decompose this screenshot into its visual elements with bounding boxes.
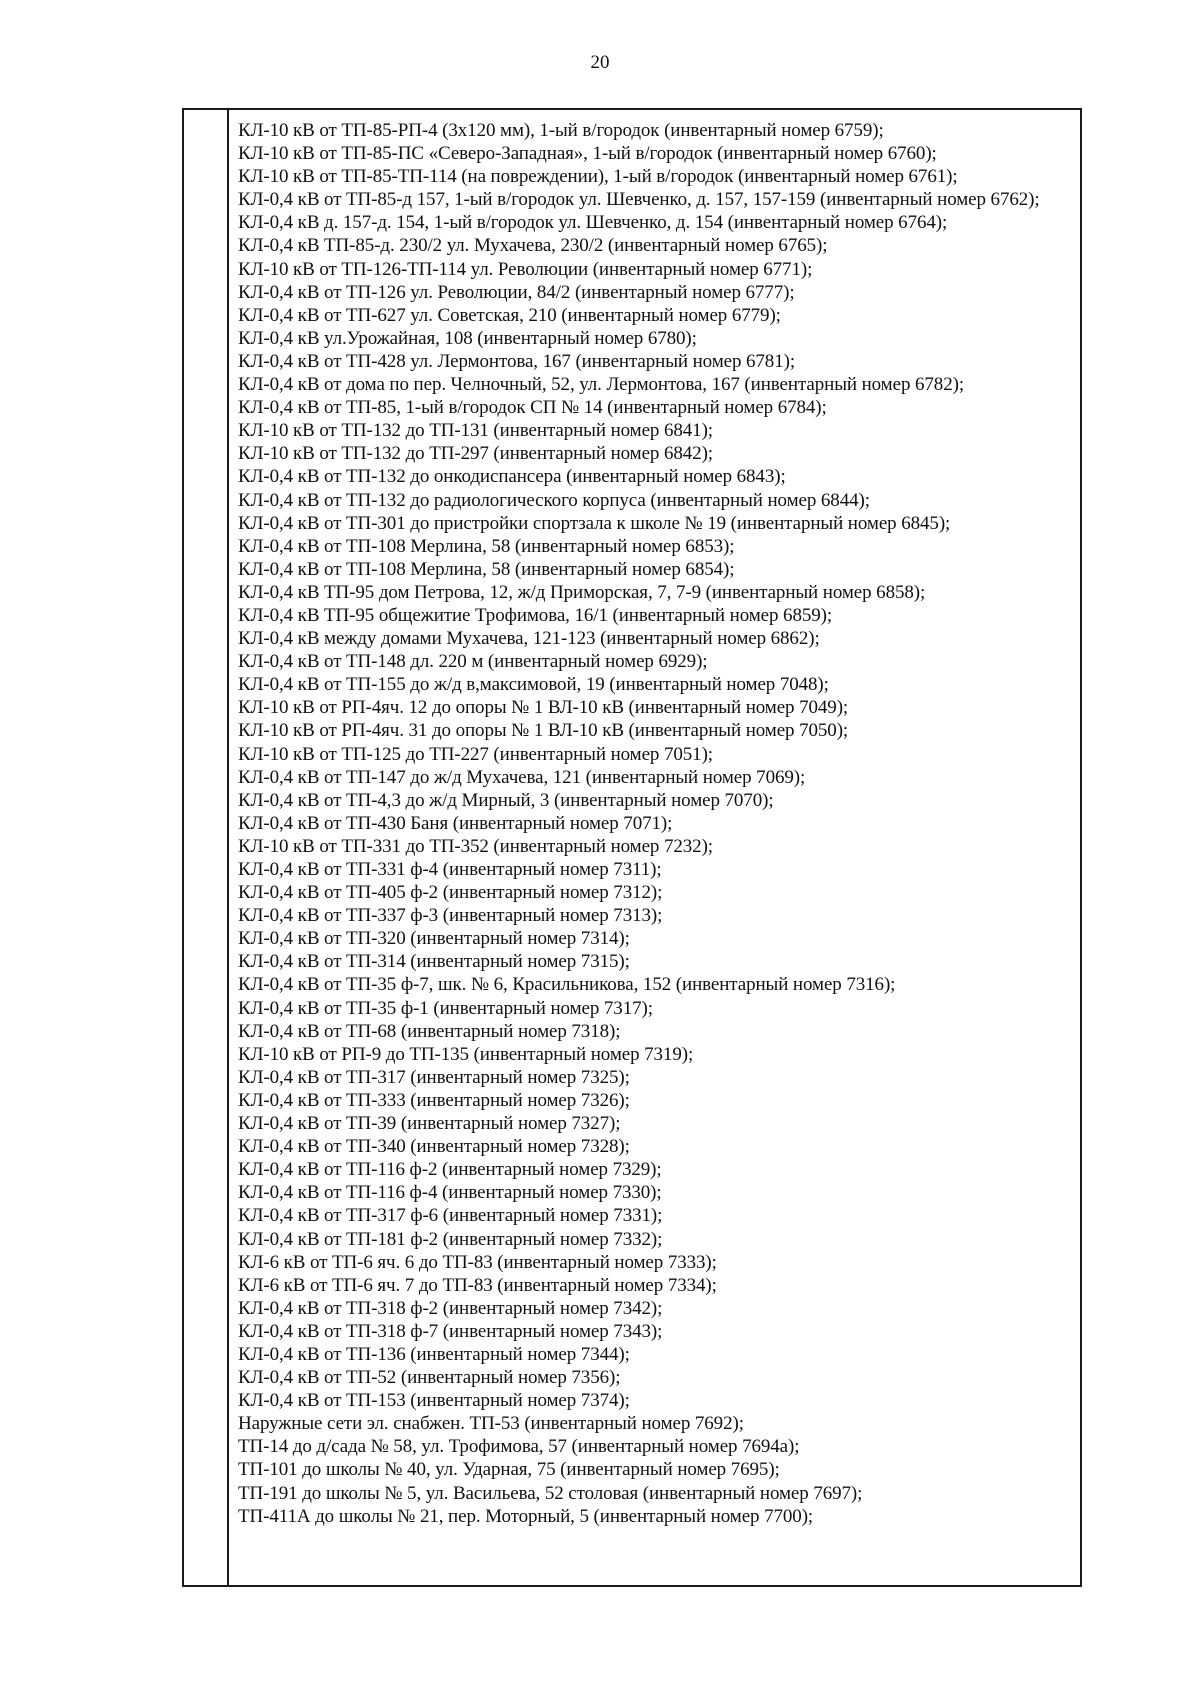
list-item: ТП-101 до школы № 40, ул. Ударная, 75 (инвентарный номер 7695); [238, 1459, 780, 1481]
list-item: КЛ-0,4 кВ ТП-95 общежитие Трофимова, 16/1 (инвентарный номер 6859); [238, 604, 833, 626]
list-item: КЛ-10 кВ от ТП-331 до ТП-352 (инвентарный номер 7232); [238, 835, 713, 857]
entry-list [238, 119, 1078, 1528]
list-item: КЛ-0,4 кВ от ТП-108 Мерлина, 58 (инвентарный номер 6853); [238, 535, 735, 557]
list-item: КЛ-0,4 кВ от ТП-68 (инвентарный номер 7318); [238, 1020, 621, 1042]
list-item: КЛ-0,4 кВ от ТП-132 до онкодиспансера (инвентарный номер 6843); [238, 466, 786, 488]
list-item: КЛ-0,4 кВ от ТП-317 ф-6 (инвентарный номер 7331); [238, 1205, 663, 1227]
list-item: КЛ-0,4 кВ от ТП-39 (инвентарный номер 7327); [238, 1113, 621, 1135]
list-item: КЛ-0,4 кВ от ТП-314 (инвентарный номер 7315); [238, 951, 630, 973]
list-item: КЛ-10 кВ от ТП-132 до ТП-297 (инвентарный номер 6842); [238, 443, 713, 465]
list-item: Наружные сети эл. снабжен. ТП-53 (инвентарный номер 7692); [238, 1413, 744, 1435]
list-item: КЛ-0,4 кВ от ТП-147 до ж/д Мухачева, 121 (инвентарный номер 7069); [238, 766, 806, 788]
list-item: КЛ-0,4 кВ от ТП-136 (инвентарный номер 7344); [238, 1343, 630, 1365]
list-item: КЛ-0,4 кВ д. 157-д. 154, 1-ый в/городок ул. Шевченко, д. 154 (инвентарный номер 6764); [238, 212, 948, 234]
list-item: КЛ-0,4 кВ от ТП-116 ф-4 (инвентарный номер 7330); [238, 1182, 662, 1204]
list-item: КЛ-0,4 кВ от ТП-627 ул. Советская, 210 (инвентарный номер 6779); [238, 304, 781, 326]
list-item: КЛ-0,4 кВ от ТП-52 (инвентарный номер 7356); [238, 1367, 621, 1389]
list-item: КЛ-10 кВ от ТП-132 до ТП-131 (инвентарный номер 6841); [238, 420, 713, 442]
list-item: КЛ-0,4 кВ от ТП-320 (инвентарный номер 7314); [238, 928, 630, 950]
list-item: КЛ-0,4 кВ от ТП-108 Мерлина, 58 (инвентарный номер 6854); [238, 558, 735, 580]
list-item: КЛ-10 кВ от ТП-85-ПС «Северо-Западная», 1-ый в/городок (инвентарный номер 6760); [238, 143, 937, 165]
list-item: КЛ-0,4 кВ между домами Мухачева, 121-123 (инвентарный номер 6862); [238, 628, 820, 650]
list-item: КЛ-0,4 кВ ул.Урожайная, 108 (инвентарный номер 6780); [238, 327, 697, 349]
list-item: КЛ-0,4 кВ от ТП-181 ф-2 (инвентарный номер 7332); [238, 1228, 663, 1250]
list-item: ТП-14 до д/сада № 58, ул. Трофимова, 57 (инвентарный номер 7694а); [238, 1436, 800, 1458]
column-divider [227, 110, 229, 1585]
list-item: КЛ-0,4 кВ от ТП-428 ул. Лермонтова, 167 (инвентарный номер 6781); [238, 350, 796, 372]
list-item: КЛ-10 кВ от РП-4яч. 31 до опоры № 1 ВЛ-10 кВ (инвентарный номер 7050); [238, 720, 849, 742]
list-item: КЛ-0,4 кВ от ТП-155 до ж/д в,максимовой, 19 (инвентарный номер 7048); [238, 674, 829, 696]
list-item: КЛ-0,4 кВ от ТП-318 ф-2 (инвентарный номер 7342); [238, 1297, 663, 1319]
list-item: КЛ-6 кВ от ТП-6 яч. 7 до ТП-83 (инвентарный номер 7334); [238, 1274, 717, 1296]
list-item: КЛ-0,4 кВ ТП-85-д. 230/2 ул. Мухачева, 230/2 (инвентарный номер 6765); [238, 235, 828, 257]
document-table [182, 108, 1082, 1587]
list-item: КЛ-0,4 кВ от ТП-35 ф-7, шк. № 6, Красильникова, 152 (инвентарный номер 7316); [238, 974, 896, 996]
list-item: КЛ-0,4 кВ от ТП-317 (инвентарный номер 7325); [238, 1066, 630, 1088]
list-item: КЛ-0,4 кВ от ТП-340 (инвентарный номер 7328); [238, 1136, 630, 1158]
list-item: КЛ-0,4 кВ от ТП-405 ф-2 (инвентарный номер 7312); [238, 882, 663, 904]
list-item: КЛ-10 кВ от ТП-85-ТП-114 (на повреждении), 1-ый в/городок (инвентарный номер 6761); [238, 166, 958, 188]
list-item: КЛ-0,4 кВ от ТП-126 ул. Революции, 84/2 (инвентарный номер 6777); [238, 281, 795, 303]
list-item: КЛ-0,4 кВ от ТП-148 дл. 220 м (инвентарный номер 6929); [238, 651, 708, 673]
list-item: КЛ-0,4 кВ ТП-95 дом Петрова, 12, ж/д Приморская, 7, 7-9 (инвентарный номер 6858); [238, 581, 926, 603]
list-item: КЛ-0,4 кВ от ТП-318 ф-7 (инвентарный номер 7343); [238, 1320, 663, 1342]
list-item: КЛ-10 кВ от ТП-85-РП-4 (3х120 мм), 1-ый в/городок (инвентарный номер 6759); [238, 120, 884, 141]
list-item: КЛ-10 кВ от ТП-125 до ТП-227 (инвентарный номер 7051); [238, 743, 713, 765]
list-item: КЛ-0,4 кВ от дома по пер. Челночный, 52, ул. Лермонтова, 167 (инвентарный номер 6782); [238, 374, 964, 396]
list-item: КЛ-0,4 кВ от ТП-301 до пристройки спортзала к школе № 19 (инвентарный номер 6845); [238, 512, 951, 534]
list-item: ТП-411А до школы № 21, пер. Моторный, 5 (инвентарный номер 7700); [238, 1505, 814, 1527]
list-item: КЛ-0,4 кВ от ТП-35 ф-1 (инвентарный номер 7317); [238, 997, 653, 1019]
list-item: ТП-191 до школы № 5, ул. Васильева, 52 столовая (инвентарный номер 7697); [238, 1482, 863, 1504]
list-item: КЛ-10 кВ от РП-9 до ТП-135 (инвентарный номер 7319); [238, 1043, 694, 1065]
list-item: КЛ-0,4 кВ от ТП-337 ф-3 (инвентарный номер 7313); [238, 905, 663, 927]
list-item: КЛ-0,4 кВ от ТП-153 (инвентарный номер 7374); [238, 1390, 630, 1412]
list-item: КЛ-0,4 кВ от ТП-331 ф-4 (инвентарный номер 7311); [238, 859, 662, 880]
list-item: КЛ-0,4 кВ от ТП-333 (инвентарный номер 7326); [238, 1089, 630, 1111]
list-item: КЛ-0,4 кВ от ТП-132 до радиологического корпуса (инвентарный номер 6844); [238, 489, 870, 511]
list-item: КЛ-0,4 кВ от ТП-116 ф-2 (инвентарный номер 7329); [238, 1159, 662, 1181]
list-item: КЛ-10 кВ от ТП-126-ТП-114 ул. Революции (инвентарный номер 6771); [238, 258, 813, 280]
list-item: КЛ-0,4 кВ от ТП-85-д 157, 1-ый в/городок ул. Шевченко, д. 157, 157-159 (инвентарный номер 6762); [238, 189, 1040, 211]
list-item: КЛ-0,4 кВ от ТП-85, 1-ый в/городок СП № 14 (инвентарный номер 6784); [238, 397, 827, 419]
page-number: 20 [590, 52, 610, 73]
list-item: КЛ-0,4 кВ от ТП-4,3 до ж/д Мирный, 3 (инвентарный номер 7070); [238, 789, 774, 811]
list-item: КЛ-6 кВ от ТП-6 яч. 6 до ТП-83 (инвентарный номер 7333); [238, 1251, 717, 1273]
list-item: КЛ-10 кВ от РП-4яч. 12 до опоры № 1 ВЛ-10 кВ (инвентарный номер 7049); [238, 697, 849, 719]
list-item: КЛ-0,4 кВ от ТП-430 Баня (инвентарный номер 7071); [238, 812, 673, 834]
